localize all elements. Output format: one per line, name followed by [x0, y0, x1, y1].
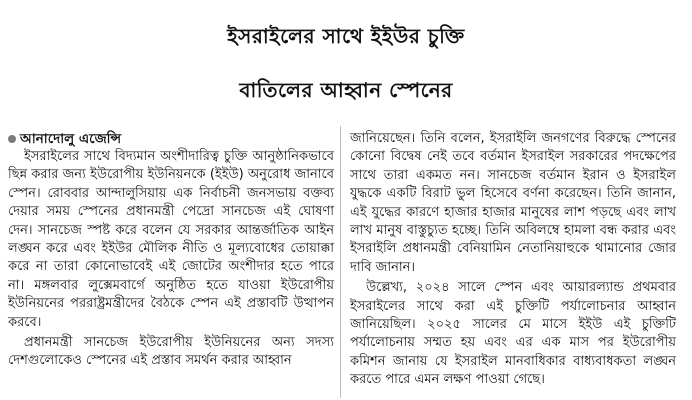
- byline-text: আনাদোলু এজেন্সি: [20, 130, 122, 147]
- paragraph: জানিয়েছেন। তিনি বলেন, ইসরাইলি জনগণের বিরুদ্ধে স্পেনের কোনো বিদ্বেষ নেই তবে বর্তমান ইসরাইল সরকারের পদক্ষেপের সাথে তারা একমত নন। সানচেজ বর্তমান ইরান ও ইসরাইল যুদ্ধকে একটি বিরাট ভুল হিসেবে বর্ণনা করেছেন। তিনি জানান, এই যুদ্ধের কারণে হাজার হাজার মানুষের লাশ পড়ছে এবং লাখ লাখ মানুষ বাস্তুচ্যুত হচ্ছে। তিনি অবিলম্বে হামলা বন্ধ করার এবং ইসরাইলি প্রধানমন্ত্রী বেনিয়ামিন নেতানিয়াহুকে থামানোর জোর দাবি জানান।: [350, 131, 676, 275]
- article-column-left: [8, 130, 334, 371]
- paragraph: প্রধানমন্ত্রী সানচেজ ইউরোপীয় ইউনিয়নের অন্য সদস্য দেশগুলোকেও স্পেনের এই প্রস্তাব সমর্থন করার আহ্বান: [8, 335, 334, 369]
- article-column-right: [350, 130, 676, 390]
- column-divider: [340, 126, 341, 398]
- paragraph: উল্লেখ্য, ২০২৪ সালে স্পেন এবং আয়ারল্যান্ড প্রথমবার ইসরাইলের সাথে করা এই চুক্তিটি পর্যালোচনার আহ্বান জানিয়েছিল। ২০২৫ সালের মে মাসে ইইউ এই চুক্তিটি পর্যালোচনায় সম্মত হয় এবং এর এক মাস পর ইউরোপীয় কমিশন জানায় যে ইসরাইল মানবাধিকার বাধ্যবাধকতা লঙ্ঘন করতে পারে এমন লক্ষণ পাওয়া গেছে।: [350, 280, 676, 388]
- headline-line-1: ইসরাইলের সাথে ইইউর চুক্তি: [227, 24, 465, 48]
- byline: [8, 130, 334, 148]
- headline-line-2: বাতিলের আহ্বান স্পেনের: [239, 78, 453, 102]
- bullet-icon: [8, 135, 16, 143]
- paragraph: ইসরাইলের সাথে বিদ্যমান অংশীদারিত্ব চুক্তি আনুষ্ঠানিকভাবে ছিন্ন করার জন্য ইউরোপীয় ইউনিয়নকে (ইইউ) অনুরোধ জানাবে স্পেন। রোববার আন্দালুসিয়ায় এক নির্বাচনী জনসভায় বক্তব্য দেয়ার সময় স্পেনের প্রধানমন্ত্রী পেদ্রো সানচেজ এই ঘোষণা দেন। সানচেজ স্পষ্ট করে বলেন যে সরকার আন্তর্জাতিক আইন লঙ্ঘন করে এবং ইইউর মৌলিক নীতি ও মূল্যবোধের তোয়াক্কা করে না তারা কোনোভাবেই এই জোটের অংশীদার হতে পারে না। মঙ্গলবার লুক্সেমবার্গে অনুষ্ঠিত হতে যাওয়া ইউরোপীয় ইউনিয়নের পররাষ্ট্রমন্ত্রীদের বৈঠকে স্পেন এই প্রস্তাবটি উত্থাপন করবে।: [8, 149, 334, 330]
